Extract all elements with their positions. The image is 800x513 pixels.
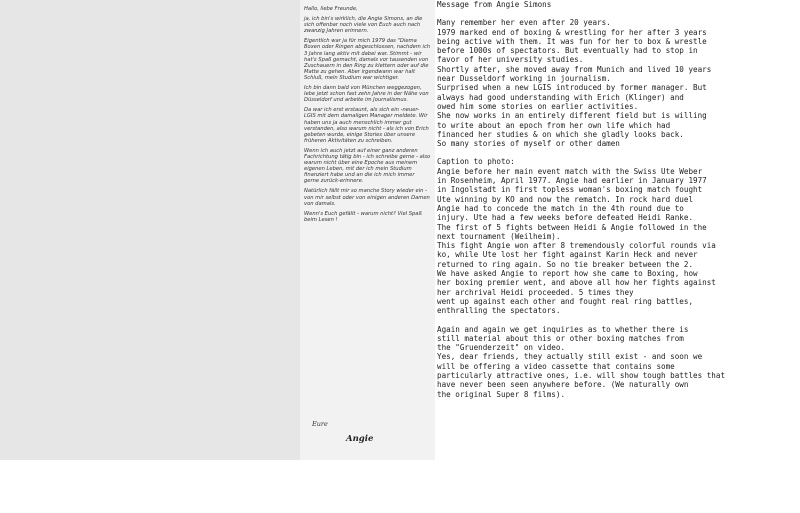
caption-line: in Ingolstadt in first topless woman's boxing match fought xyxy=(437,185,703,195)
closing-line: the original Super 8 films). xyxy=(437,389,566,399)
closing-line: Yes, dear friends, they actually still exist - and soon we xyxy=(437,352,703,362)
caption-line: Angie had to concede the match in the 4th round due to xyxy=(437,203,684,213)
message-line: to write about an epoch from her own life which had xyxy=(437,120,671,130)
english-message-column xyxy=(437,0,797,399)
spacer xyxy=(437,9,797,18)
caption-line: Ute winning by KO and now the rematch. In rock hard duel xyxy=(437,194,694,204)
german-paragraph: Wenn ich auch jetzt auf einer ganz anderen Fachrichtung tätig bin - ich schreibe gerne - also warum nicht über eine Epoche aus meinem eigenen Leben, mit der ich mein Studium finanziert habe und an die ich mich immer gerne zurück-erinnere. xyxy=(304,147,431,185)
message-line: Many remember her even after 20 years. xyxy=(437,18,611,28)
message-line: being active with them. It was fun for her to box & wrestle xyxy=(437,36,707,46)
german-paragraph: Ich bin dann bald von München weggezogen, lebe jetzt schon fast zehn Jahre in der Nähe von Düsseldorf und arbeite im Journalismus. xyxy=(304,85,429,104)
german-paragraph: ja, ich bin's wirklich, die Angie Simons, an die sich offenbar noch viele von Euch auch nach zwanzig Jahren erinnern. xyxy=(304,16,423,35)
closing-line: will be offering a video cassette that contains some xyxy=(437,361,675,371)
caption-line: went up against each other and fought real ring battles, xyxy=(437,296,694,306)
caption-line: injury. Ute had a few weeks before defeated Heidi Ranke. xyxy=(437,213,694,223)
closing-line: particularly attractive ones, i.e. will show tough battles that xyxy=(437,370,726,380)
caption-line: her boxing premier went, and above all how her fights against xyxy=(437,278,716,288)
german-signature: Angie xyxy=(346,434,374,444)
caption-line: in Rosenheim, April 1977. Angie had earlier in January 1977 xyxy=(437,176,707,186)
caption-line: We have asked Angie to report how she came to Boxing, how xyxy=(437,269,698,279)
german-message-text xyxy=(300,0,435,223)
message-line: She now works in an entirely different field but is willing xyxy=(437,111,707,121)
message-line: Shortly after, she moved away from Munich and lived 10 years xyxy=(437,64,712,74)
closing-line: Again and again we get inquiries as to whether there is xyxy=(437,324,689,334)
photo-caption xyxy=(437,157,797,315)
caption-line: next tournament (Weilheim). xyxy=(437,231,561,241)
message-line: favor of her university studies. xyxy=(437,55,584,65)
message-line: financed her studies & on which she gladly looks back. xyxy=(437,129,684,139)
closing-line: the "Gruenderzeit" on video. xyxy=(437,343,566,353)
german-paragraph: Natürlich fällt mir so manche Story wieder ein - von mir selbst oder von einigen anderen Damen von damals. xyxy=(304,188,430,207)
closing-line: still material about this or other boxing matches from xyxy=(437,333,684,343)
german-paragraph: Eigentlich war ja für mich 1979 das "Diema Boxen oder Ringen abgeschlossen, nachdem ich 3 Jahre lang aktiv mit dabei war. Stimmt - wir hat's Spaß gemacht, damals vor tausenden von Zuschauern in den Ring zu klettern oder auf die Matte zu gehen. Aber irgendwann war halt Schluß, mein Studium war wichtiger. xyxy=(304,38,431,81)
photo-placeholder xyxy=(0,0,300,460)
caption-line: Angie before her main event match with the Swiss Ute Weber xyxy=(437,166,703,176)
german-paragraph: Wenn's Euch gefällt - warum nicht? Viel Spaß beim Lesen ! xyxy=(304,210,422,223)
spacer xyxy=(437,316,797,325)
message-line: always had good understanding with Erich (Klinger) and xyxy=(437,92,684,102)
english-title: Message from Angie Simons xyxy=(437,0,552,9)
message-line: Surprised when a new LGIS introduced by former manager. But xyxy=(437,83,707,93)
closing-line: have never been seen anywhere before. (We naturally own xyxy=(437,380,689,390)
caption-line: The first of 5 fights between Heidi & Angie followed in the xyxy=(437,222,707,232)
spacer xyxy=(437,148,797,157)
caption-line: her archrival Heidi proceeded. 5 times they xyxy=(437,287,634,297)
caption-line: ko, while Ute lost her fight against Karin Heck and never xyxy=(437,250,698,260)
german-message-column xyxy=(300,0,435,460)
message-line: near Dusseldorf working in journalism. xyxy=(437,74,611,84)
closing-note xyxy=(437,325,797,399)
german-paragraph: Hallo, liebe Freunde, xyxy=(304,6,358,12)
german-signoff: Eure xyxy=(312,420,328,428)
caption-line: enthralling the spectators. xyxy=(437,306,561,316)
message-line: 1979 marked end of boxing & wrestling for her after 3 years xyxy=(437,27,707,37)
message-line: So many stories of myself or other damen xyxy=(437,139,620,149)
caption-line: returned to ring again. So no tie breaker between the 2. xyxy=(437,259,694,269)
message-line: owed him some stories on earlier activities. xyxy=(437,101,639,111)
caption-line: This fight Angie won after 8 tremendously colorful rounds via xyxy=(437,241,716,251)
message-line: before 1000s of spectators. But eventually had to stop in xyxy=(437,46,698,56)
caption-line: Caption to photo: xyxy=(437,157,515,167)
german-paragraph: Da war ich erst erstaunt, als sich ein -neuer- LGIS mit dem damaligen Manager meldete. Wir haben uns ja auch menschlich immer gut verstanden, also warum nicht - als ich von Erich gebeten wurde, einige Stories über unsere früheren Aktivitäten zu schreiben. xyxy=(304,107,429,144)
english-message xyxy=(437,18,797,148)
